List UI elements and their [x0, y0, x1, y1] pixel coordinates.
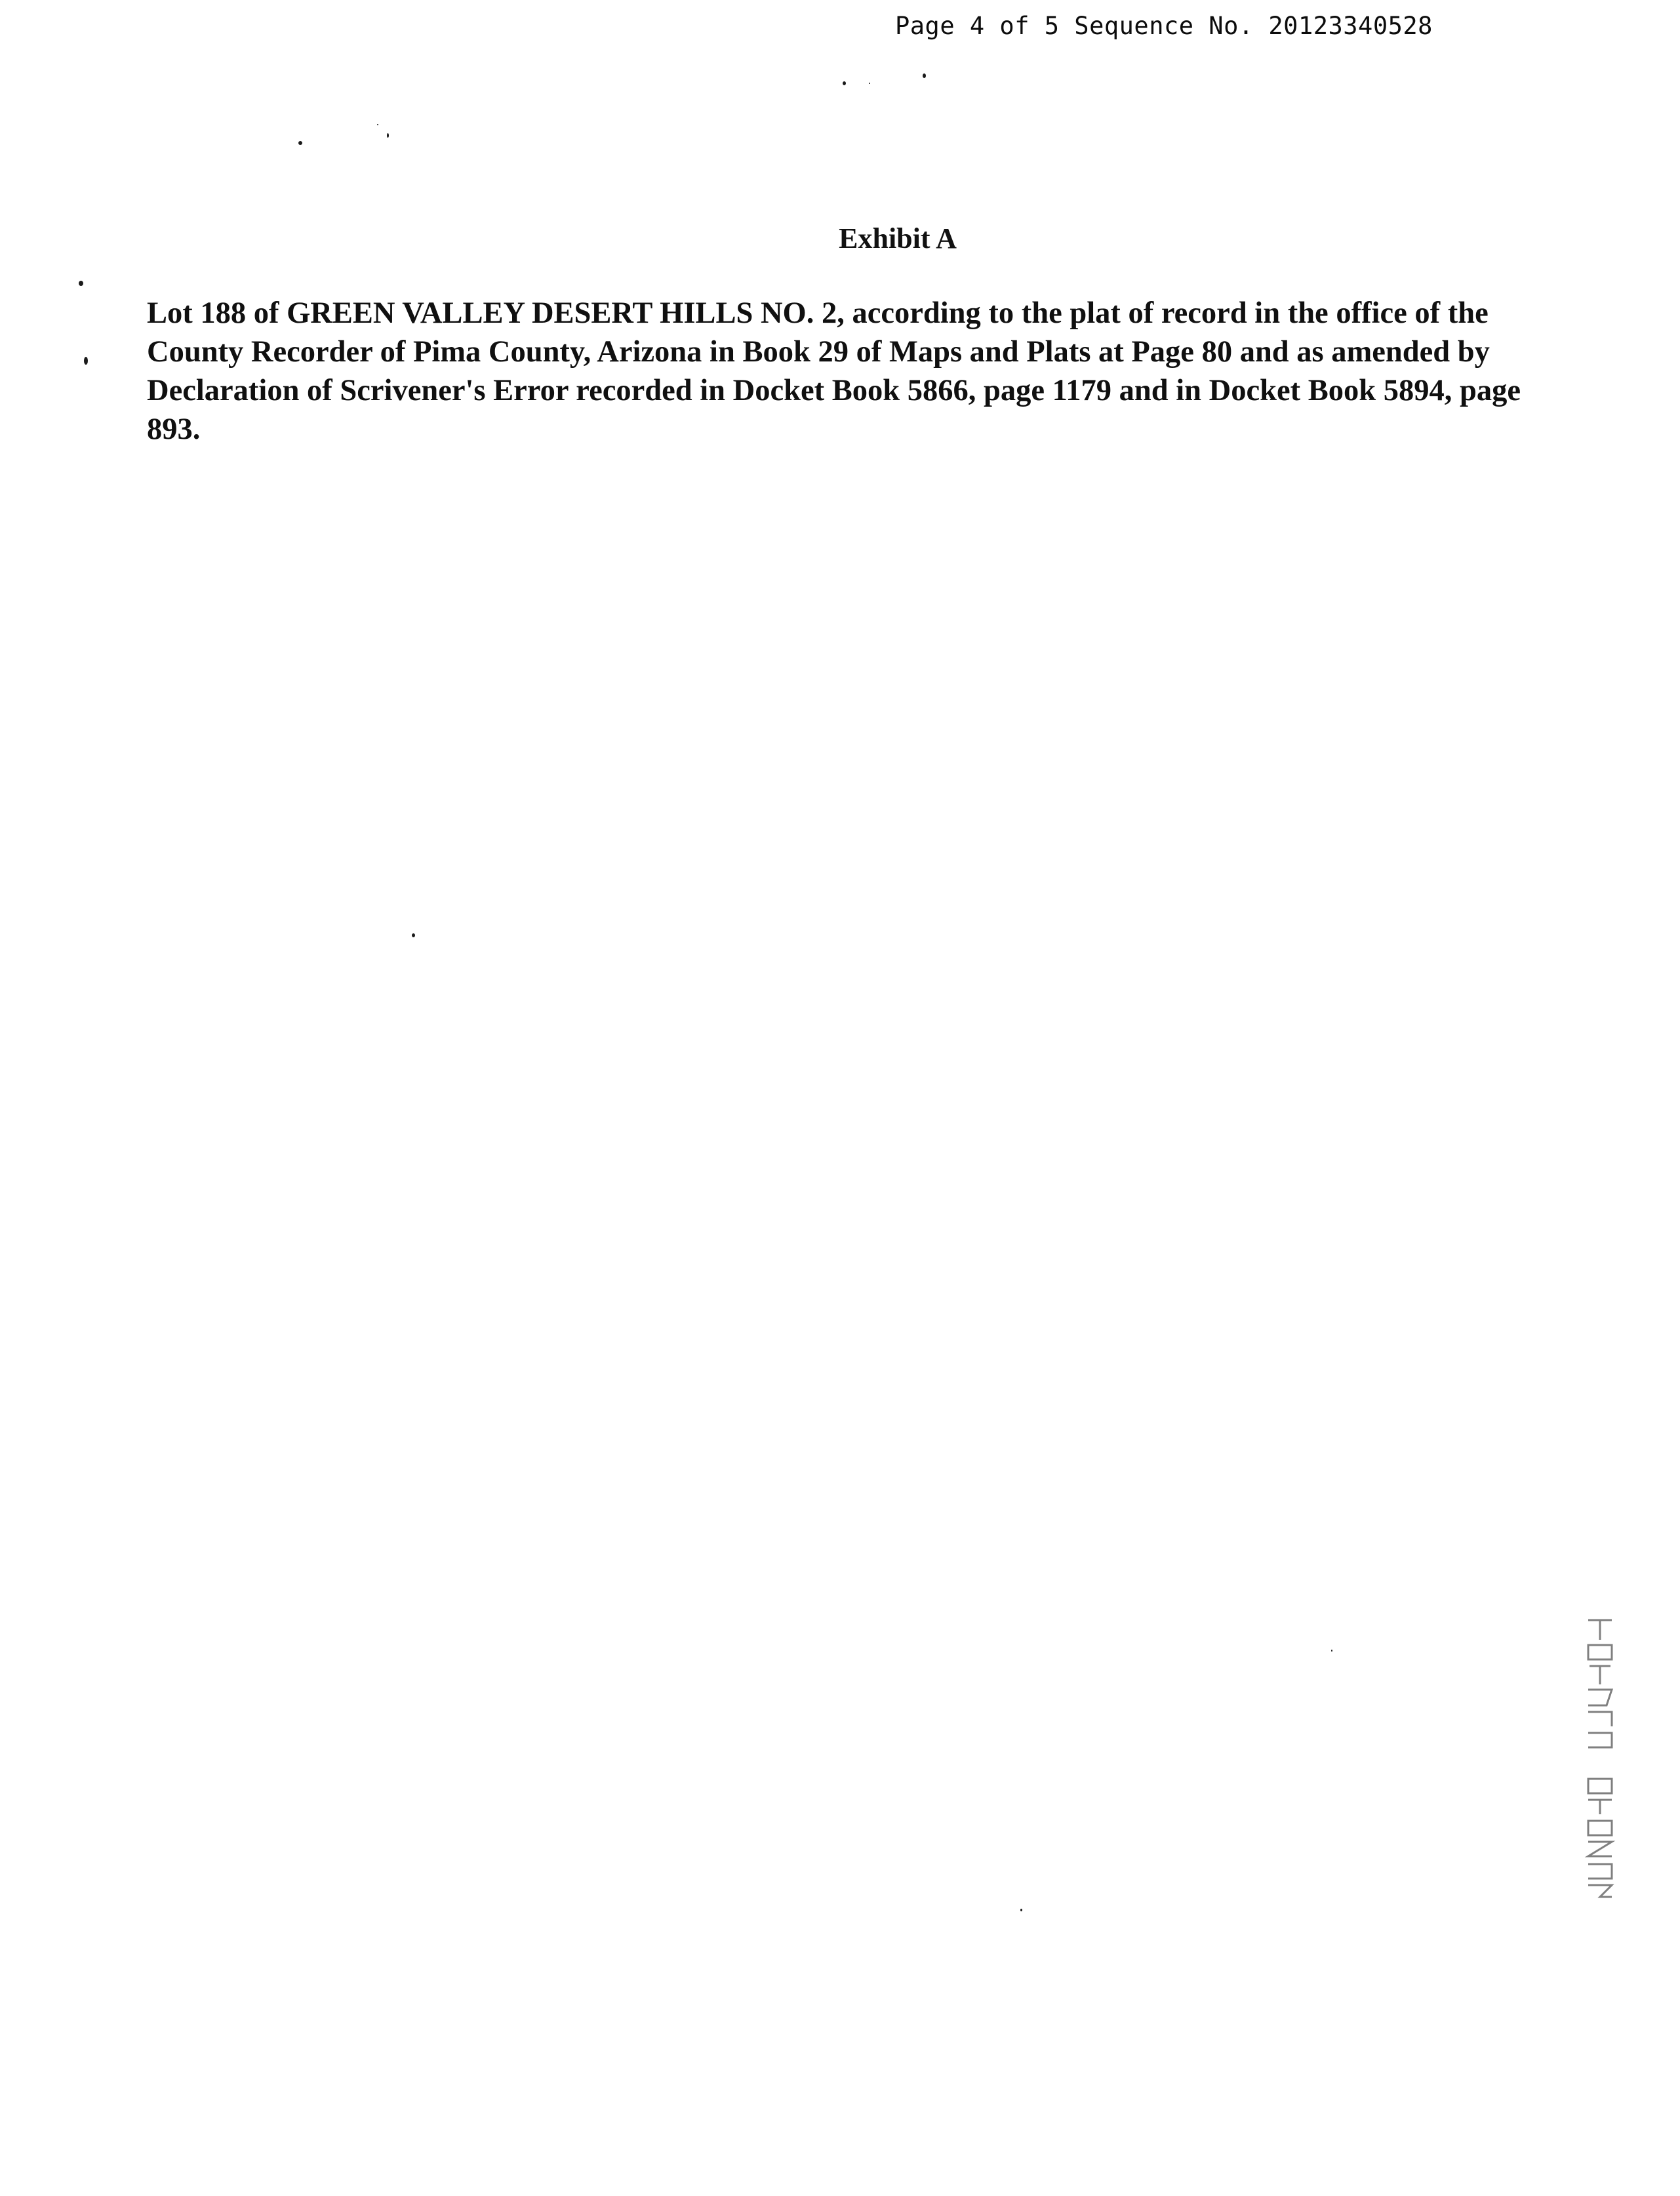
legal-description-line: Declaration of Scrivener's Error recorded in Docket Book 5866, page 1179 and in Docket Book 5894, page: [147, 374, 1521, 407]
exhibit-title-text: Exhibit A: [839, 222, 957, 254]
scan-speck: [923, 73, 926, 78]
scan-speck: [84, 357, 88, 365]
legal-description-line: 893.: [147, 413, 201, 446]
scan-speck: [79, 281, 83, 286]
page-sequence-header: Page 4 of 5 Sequence No. 20123340528: [895, 12, 1433, 40]
scan-speck: [387, 133, 389, 138]
exhibit-title: [0, 219, 1680, 258]
legal-description-line: County Recorder of Pima County, Arizona in Book 29 of Maps and Plats at Page 80 and as amended by: [147, 335, 1490, 369]
scan-speck: [298, 141, 302, 145]
scan-speck: [843, 81, 846, 85]
scan-speck: [377, 124, 378, 125]
legal-description: [147, 294, 1544, 449]
scan-speck: [412, 933, 415, 937]
scan-speck: [869, 83, 870, 84]
scan-speck: [1020, 1909, 1022, 1911]
legal-description-line: Lot 188 of GREEN VALLEY DESERT HILLS NO. 2, according to the plat of record in the office of the: [147, 296, 1489, 330]
scan-speck: [1331, 1650, 1332, 1652]
margin-stamp-mark: [1580, 1614, 1620, 1902]
